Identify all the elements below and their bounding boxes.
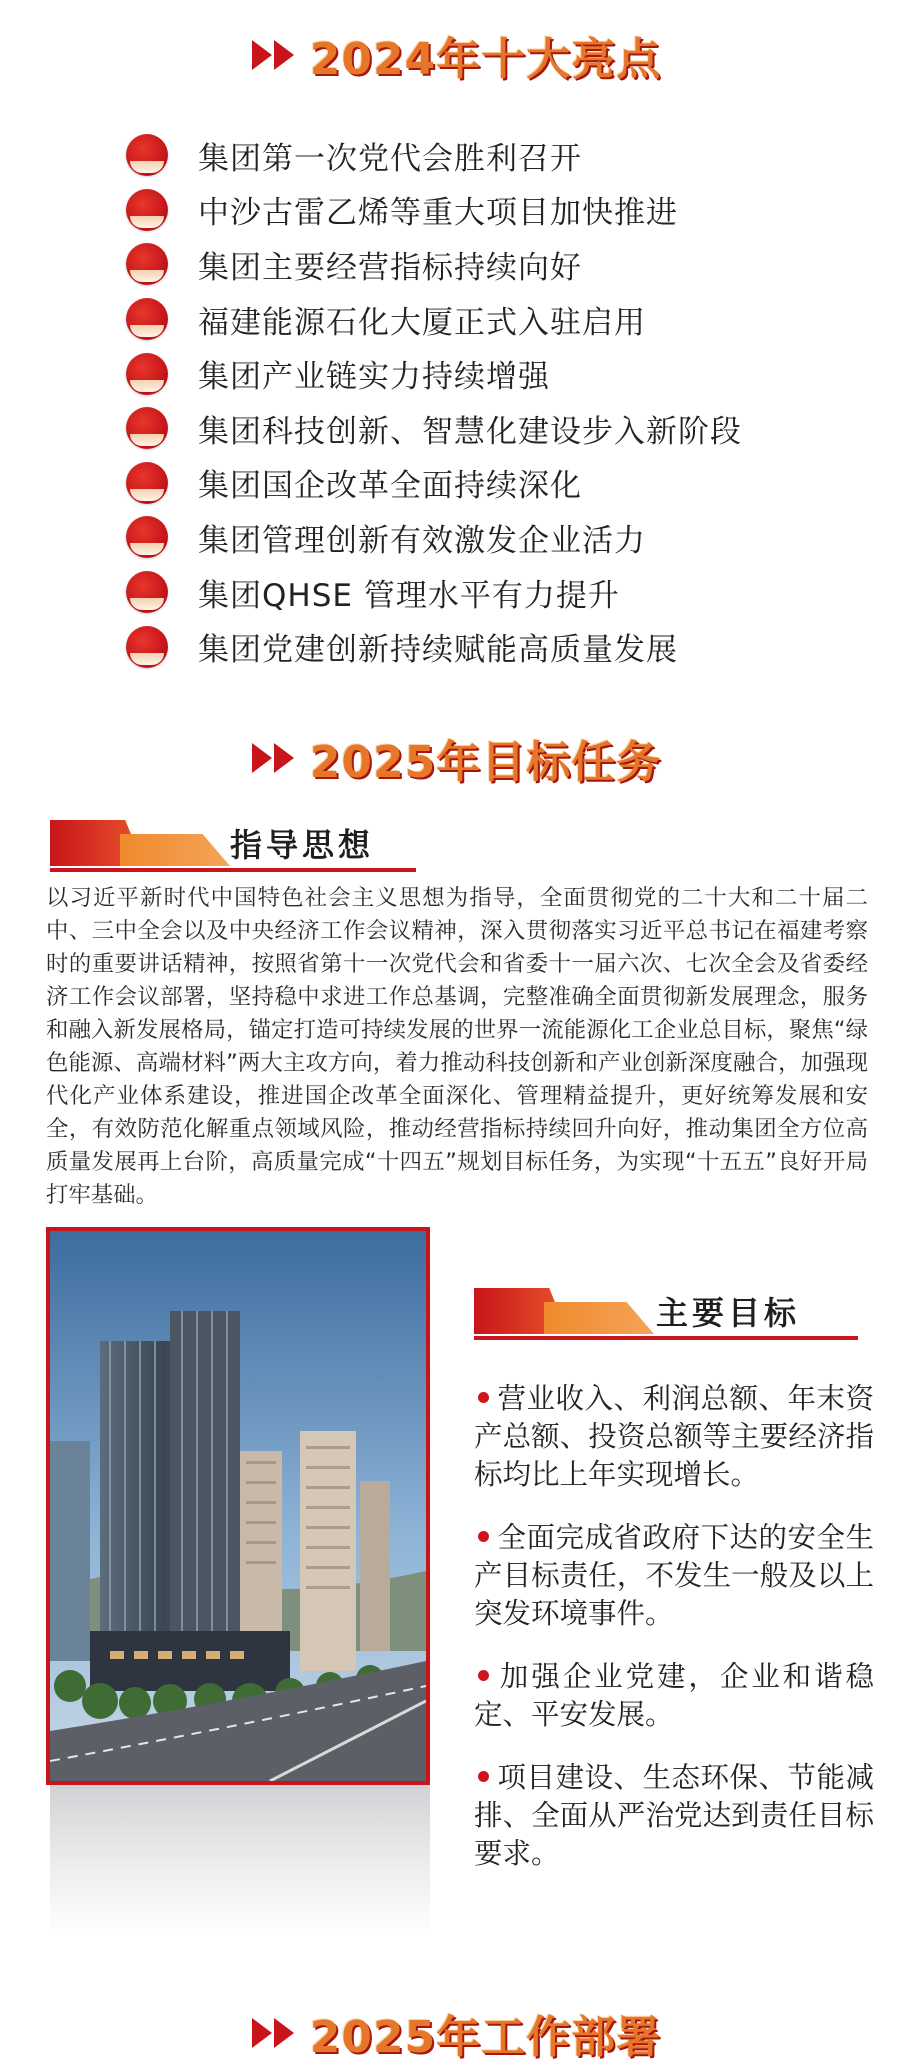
list-item: [126, 456, 826, 511]
goal-text: 全面完成省政府下达的安全生产目标责任，不发生一般及以上突发环境事件。: [474, 1521, 874, 1630]
section-title-text: 2025年目标任务: [309, 737, 662, 788]
highlight-label: 集团科技创新、智慧化建设步入新阶段: [198, 413, 742, 450]
red-sun-icon: [126, 516, 168, 558]
double-chevron-icon: [252, 2018, 296, 2048]
highlight-label: 集团管理创新有效激发企业活力: [198, 522, 646, 559]
list-item: [126, 401, 826, 456]
list-item: [126, 510, 826, 565]
highlight-label: 福建能源石化大厦正式入驻启用: [198, 304, 646, 341]
bullet-dot-icon: [478, 1392, 489, 1403]
red-sun-icon: [126, 462, 168, 504]
bullet-dot-icon: [478, 1670, 489, 1681]
list-item: [126, 237, 826, 292]
highlight-label: 中沙古雷乙烯等重大项目加快推进: [198, 195, 678, 232]
section-title-goals: [0, 723, 913, 793]
red-sun-icon: [126, 571, 168, 613]
subhead-main-goals: [474, 1288, 858, 1346]
goal-text: 项目建设、生态环保、节能减排、全面从严治党达到责任目标要求。: [474, 1761, 874, 1870]
section-title-text: 2025年工作部署: [309, 2012, 662, 2063]
red-sun-icon: [126, 134, 168, 176]
list-item: [474, 1380, 874, 1494]
list-item: [474, 1658, 874, 1734]
section-title-highlights: [0, 20, 913, 90]
main-goals-list: [474, 1380, 874, 1898]
red-sun-icon: [126, 243, 168, 285]
list-item: [474, 1519, 874, 1633]
list-item: [126, 565, 826, 620]
office-tower-photo: [46, 1227, 430, 1785]
red-sun-icon: [126, 626, 168, 668]
bullet-dot-icon: [478, 1771, 489, 1782]
guide-paragraph: 以习近平新时代中国特色社会主义思想为指导，全面贯彻党的二十大和二十届二中、三中全会以及中央经济工作会议精神，深入贯彻落实习近平总书记在福建考察时的重要讲话精神，按照省第十一次党代会和省委十一届六次、七次全会及省委经济工作会议部署，坚持稳中求进工作总基调，完整准确全面贯彻新发展理念，服务和融入新发展格局，锚定打造可持续发展的世界一流能源化工企业总目标，聚焦“绿色能源、高端材料”两大主攻方向，着力推动科技创新和产业创新深度融合，加强现代化产业体系建设，推进国企改革全面深化、管理精益提升，更好统筹发展和安全，有效防范化解重点领域风险，推动经营指标持续回升向好，推动集团全方位高质量发展再上台阶，高质量完成“十四五”规划目标任务，为实现“十五五”良好开局打牢基础。: [46, 885, 868, 1208]
red-sun-icon: [126, 298, 168, 340]
highlight-label: 集团QHSE 管理水平有力提升: [198, 577, 620, 614]
list-item: [474, 1759, 874, 1873]
list-item: [126, 346, 826, 401]
list-item: [126, 183, 826, 238]
list-item: [126, 292, 826, 347]
subhead-title: 指导思想: [230, 826, 375, 864]
bullet-dot-icon: [478, 1531, 489, 1542]
red-sun-icon: [126, 353, 168, 395]
section-title-text: 2024年十大亮点: [309, 34, 662, 85]
list-item: [126, 128, 826, 183]
double-chevron-icon: [252, 40, 296, 70]
goal-text: 加强企业党建，企业和谐稳定、平安发展。: [474, 1660, 874, 1731]
highlight-label: 集团第一次党代会胜利召开: [198, 140, 582, 177]
double-chevron-icon: [252, 743, 296, 773]
highlights-list: [126, 128, 826, 674]
subhead-guide: [50, 820, 416, 878]
red-sun-icon: [126, 407, 168, 449]
list-item: [126, 619, 826, 674]
subhead-title: 主要目标: [656, 1294, 801, 1332]
highlight-label: 集团产业链实力持续增强: [198, 359, 550, 396]
goal-text: 营业收入、利润总额、年末资产总额、投资总额等主要经济指标均比上年实现增长。: [474, 1382, 874, 1491]
section-title-deploy: [0, 1998, 913, 2068]
highlight-label: 集团主要经营指标持续向好: [198, 249, 582, 286]
red-sun-icon: [126, 189, 168, 231]
highlight-label: 集团国企改革全面持续深化: [198, 468, 582, 505]
photo-reflection: [50, 1785, 430, 1935]
highlight-label: 集团党建创新持续赋能高质量发展: [198, 632, 678, 669]
